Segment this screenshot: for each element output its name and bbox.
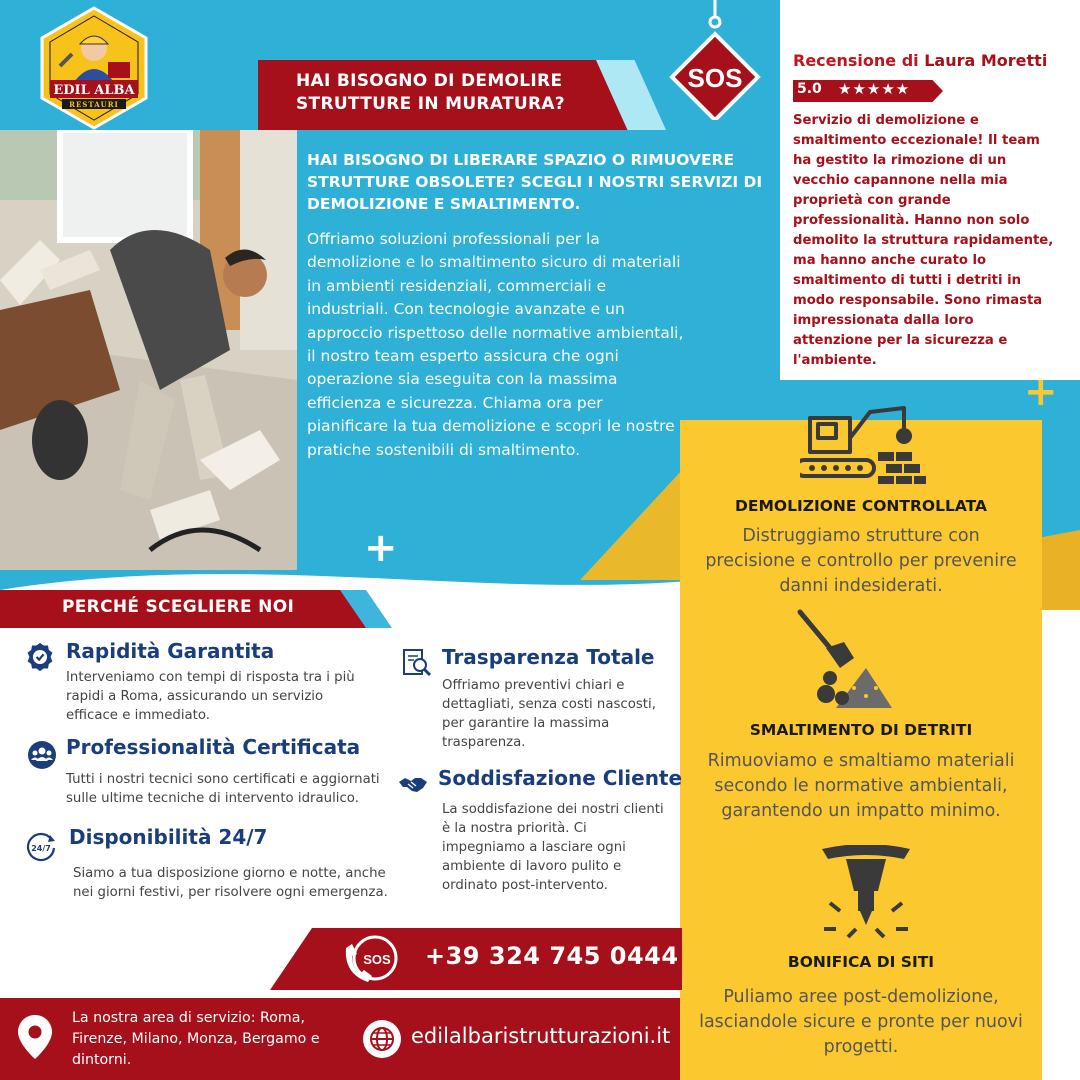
- globe-icon: [362, 1019, 402, 1059]
- demolition-worker-photo: [0, 130, 297, 570]
- service-desc-demolizione: Distruggiamo strutture con precisione e controllo per prevenire danni indesiderati.: [705, 526, 1017, 596]
- plus-decoration: +: [1024, 369, 1058, 415]
- edil-alba-logo: [38, 6, 150, 130]
- rating-stars: ★★★★★: [838, 80, 911, 98]
- feature-text-trasparenza: Offriamo preventivi chiari e dettagliati, senza costi nascosti, per garantire la massima trasparenza.: [442, 678, 656, 750]
- plus-decoration: +: [364, 525, 398, 571]
- service-desc-smaltimento: Rimuoviamo e smaltiamo materiali secondo le normative ambientali, garantendo un impatto minimo.: [707, 751, 1015, 821]
- feature-text-soddisfazione: La soddisfazione dei nostri clienti è la nostra priorità. Ci impegniamo a lasciare ogni ambiente di lavoro pulito e ordinato post-intervento.: [442, 802, 664, 893]
- feature-title-soddisfazione: Soddisfazione Cliente: [438, 766, 683, 790]
- service-area-text: La nostra area di servizio: Roma, Firenze, Milano, Monza, Bergamo e dintorni.: [72, 1010, 320, 1068]
- service-title-bonifica: BONIFICA DI SITI: [787, 953, 935, 971]
- rating-value: 5.0: [797, 81, 822, 97]
- excavator-icon: [800, 398, 930, 484]
- team-icon: [27, 740, 57, 770]
- feature-title-trasparenza: Trasparenza Totale: [442, 645, 655, 669]
- clock-24-7-label: 24/7: [31, 844, 51, 853]
- feature-text-professionalita: Tutti i nostri tecnici sono certificati e aggiornati sulle ultime tecniche di intervento idraulico.: [66, 772, 380, 806]
- handshake-icon: [398, 769, 428, 799]
- jackhammer-icon: [816, 845, 916, 941]
- logo-text: EDIL ALBA: [53, 83, 135, 98]
- header-title: HAI BISOGNO DI DEMOLIRE STRUTTURE IN MURATURA?: [296, 71, 565, 114]
- feature-text-rapidita: Interveniamo con tempi di risposta tra i più rapidi a Roma, assicurando un servizio efficace e immediato.: [66, 670, 355, 723]
- location-pin-icon: [16, 1014, 54, 1060]
- why-title: PERCHÉ SCEGLIERE NOI: [62, 597, 295, 617]
- intro-heading: HAI BISOGNO DI LIBERARE SPAZIO O RIMUOVERE STRUTTURE OBSOLETE? SCEGLI I NOSTRI SERVIZI DI DEMOLIZIONE E SMALTIMENTO.: [307, 151, 763, 213]
- service-title-smaltimento: SMALTIMENTO DI DETRITI: [749, 721, 973, 739]
- phone-number[interactable]: +39 324 745 0444: [425, 942, 679, 970]
- sos-phone-icon: [342, 934, 402, 986]
- feature-title-professionalita: Professionalità Certificata: [66, 735, 361, 759]
- intro-body: Offriamo soluzioni professionali per la demolizione e lo smaltimento sicuro di materiali in ambienti residenziali, commerciali e industriali. Con tecnologie avanzate e un approccio rispettoso delle normative ambientali, il nostro team esperto assicura che ogni operazione sia eseguita con la massima efficienza e sicurezza. Chiama ora per pianificare la tua demolizione e scopri le nostre pratiche sostenibili di smaltimento.: [307, 230, 684, 459]
- website-link[interactable]: edilalbaristrutturazioni.it: [411, 1024, 671, 1048]
- sos-sign-label: SOS: [687, 63, 743, 93]
- review-prefix: Recensione di: [793, 51, 919, 70]
- feature-title-rapidita: Rapidità Garantita: [66, 639, 275, 663]
- review-author: Laura Moretti: [924, 51, 1048, 70]
- shovel-debris-icon: [796, 608, 892, 712]
- review-text: Servizio di demolizione e smaltimento eccezionale! Il team ha gestito la rimozione di un vecchio capannone nella mia proprietà con grande professionalità. Hanno non solo demolito la struttura rapidamente, ma hanno anche curato lo smaltimento di tutti i detriti in modo responsabile. Sono rimasta impressionata dalla loro attenzione per la sicurezza e l'ambiente.: [793, 113, 1054, 368]
- logo-subtext: RESTAURI: [69, 100, 119, 109]
- document-search-icon: [402, 648, 432, 678]
- service-title-demolizione: DEMOLIZIONE CONTROLLATA: [735, 497, 987, 515]
- badge-check-icon: [25, 642, 55, 672]
- clock-24-7-icon: [26, 832, 56, 862]
- feature-title-disponibilita: Disponibilità 24/7: [69, 825, 268, 849]
- feature-text-disponibilita: Siamo a tua disposizione giorno e notte, anche nei giorni festivi, per risolvere ogni emergenza.: [73, 866, 388, 900]
- sos-phone-label: SOS: [363, 952, 391, 967]
- service-desc-bonifica: Puliamo aree post-demolizione, lasciandole sicure e pronte per nuovi progetti.: [699, 987, 1023, 1057]
- sos-sign-icon: [660, 0, 770, 120]
- review-title: [793, 51, 1047, 70]
